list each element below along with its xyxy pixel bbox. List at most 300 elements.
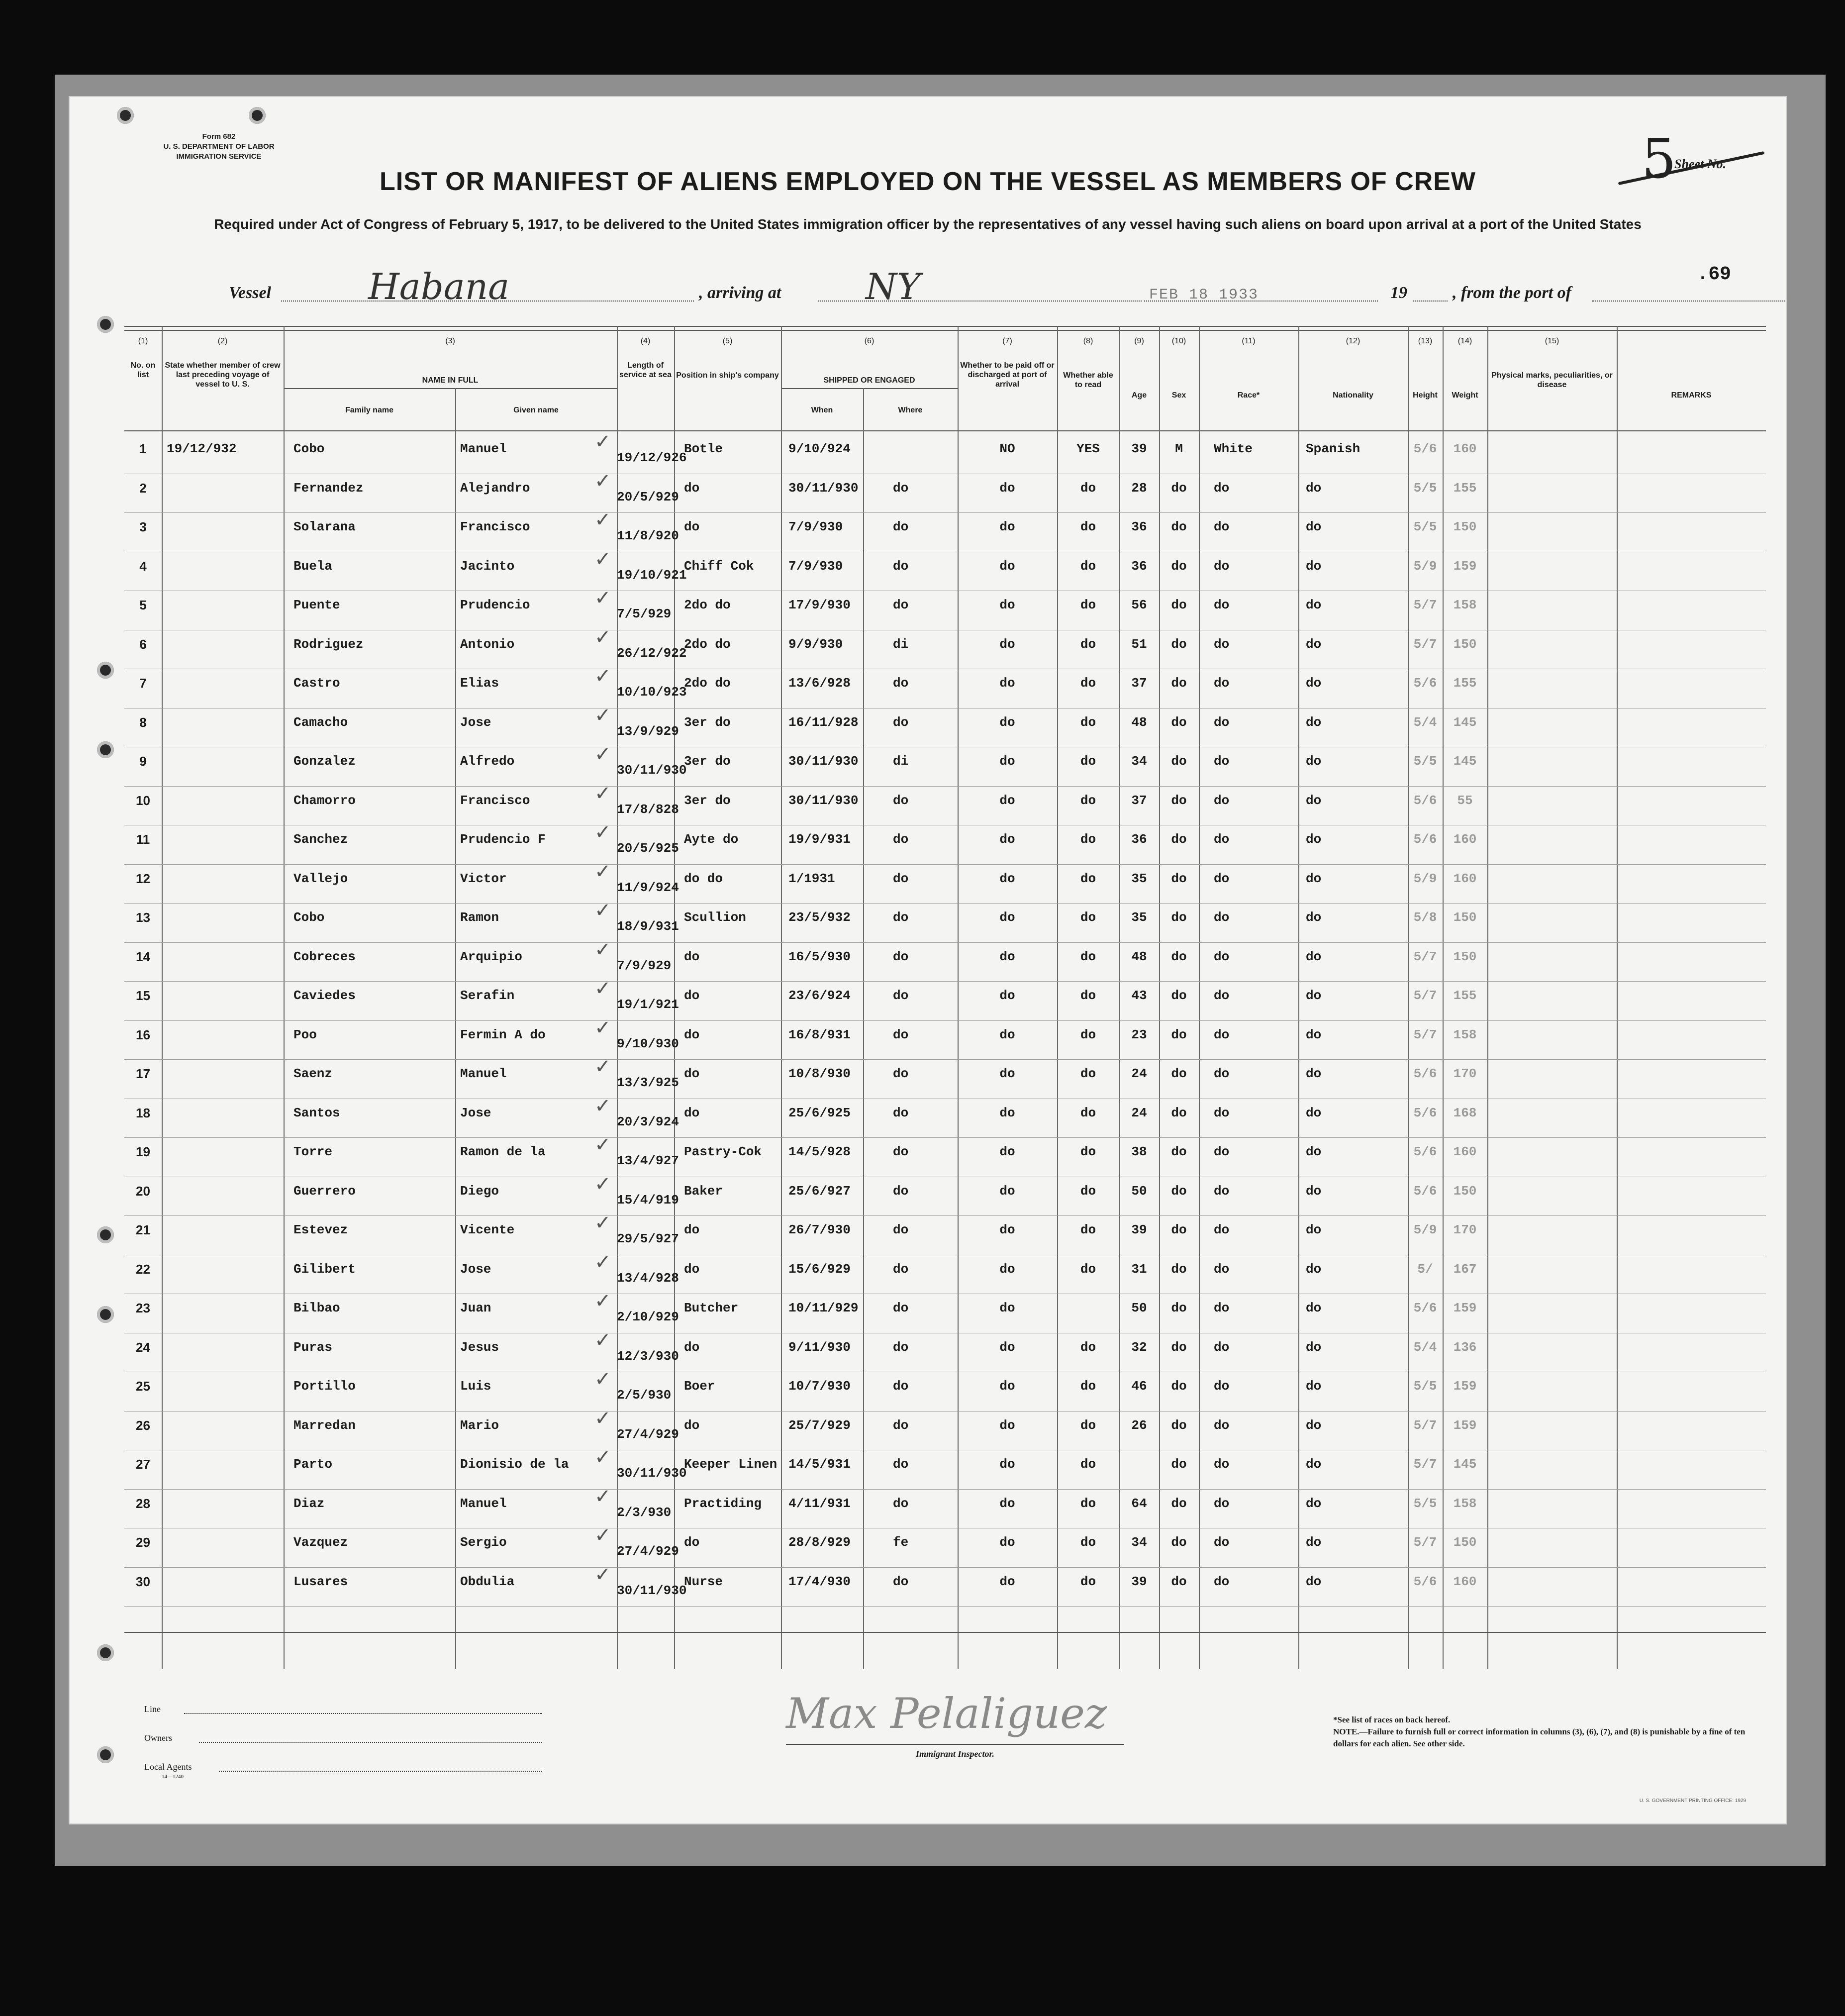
cell-age: 24 (1131, 1105, 1147, 1120)
binder-hole (117, 107, 134, 124)
column-header: Race* (1237, 391, 1260, 400)
cell-when: 7/9/930 (788, 558, 843, 574)
cell-height: 5/6 (1413, 1144, 1437, 1159)
check-mark-icon: ✓ (594, 743, 611, 766)
row-rule (124, 512, 1766, 513)
cell-race: do (1214, 519, 1230, 534)
cell-service: 11/8/920 (617, 528, 679, 543)
cell-position: Practiding (684, 1496, 762, 1511)
cell-paid: do (999, 558, 1015, 574)
column-number: (14) (1457, 337, 1472, 345)
cell-when: 10/7/930 (788, 1379, 851, 1394)
column-header: State whether member of crew last preceding voyage of vessel to U. S. (165, 361, 281, 389)
cell-sex: do (1171, 949, 1187, 964)
year-field-rule (1413, 301, 1448, 302)
cell-nationality: do (1306, 871, 1322, 886)
local-agents-label: Local Agents (144, 1762, 192, 1772)
row-rule (124, 1059, 1766, 1060)
cell-paid: do (999, 1339, 1015, 1355)
binder-hole (97, 1226, 114, 1243)
cell-sex: do (1171, 1535, 1187, 1550)
cell-family: Sanchez (293, 832, 348, 847)
line-field-rule (184, 1713, 542, 1714)
cell-no: 11 (136, 832, 150, 847)
check-mark-icon: ✓ (594, 547, 611, 571)
cell-paid: do (999, 988, 1015, 1003)
cell-race: do (1214, 1144, 1230, 1159)
cell-when: 14/5/931 (788, 1457, 851, 1472)
cell-family: Gonzalez (293, 754, 356, 769)
cell-given: Mario (460, 1417, 499, 1433)
cell-weight: 145 (1453, 1457, 1477, 1472)
cell-service: 7/9/929 (617, 958, 672, 973)
cell-weight: 145 (1453, 714, 1477, 730)
cell-paid: do (999, 1417, 1015, 1433)
cell-given: Prudencio (460, 598, 530, 612)
cell-weight: 150 (1453, 949, 1477, 964)
cell-age: 56 (1131, 598, 1147, 612)
cell-nationality: do (1306, 558, 1322, 574)
cell-no: 8 (139, 714, 147, 730)
cell-paid: do (999, 714, 1015, 730)
cell-race: do (1214, 988, 1230, 1003)
cell-paid: do (999, 636, 1015, 652)
cell-when: 17/9/930 (788, 598, 851, 612)
cell-given: Dionisio de la (460, 1457, 569, 1472)
cell-where: do (893, 1066, 909, 1081)
cell-position: 3er do (684, 793, 731, 808)
cell-race: do (1214, 1496, 1230, 1511)
cell-paid: do (999, 676, 1015, 691)
cell-no: 14 (136, 949, 150, 964)
check-mark-icon: ✓ (594, 860, 611, 883)
cell-family: Chamorro (293, 793, 356, 808)
check-mark-icon: ✓ (594, 1133, 611, 1156)
cell-weight: 159 (1453, 1379, 1477, 1394)
cell-height: 5/9 (1413, 871, 1437, 886)
cell-read: do (1080, 1144, 1096, 1159)
cell-no: 9 (139, 754, 147, 769)
cell-given: Antonio (460, 636, 515, 652)
check-mark-icon: ✓ (594, 1055, 611, 1078)
cell-weight: 167 (1453, 1261, 1477, 1277)
cell-read: do (1080, 1066, 1096, 1081)
column-number: (15) (1545, 337, 1559, 345)
cell-family: Vazquez (293, 1535, 348, 1550)
cell-given: Sergio (460, 1535, 507, 1550)
cell-family: Solarana (293, 519, 356, 534)
cell-nationality: do (1306, 1496, 1322, 1511)
cell-paid: do (999, 1535, 1015, 1550)
column-header: Nationality (1333, 391, 1373, 400)
cell-where: do (893, 519, 909, 534)
cell-given: Vicente (460, 1222, 515, 1237)
cell-no: 28 (136, 1496, 150, 1511)
cell-given: Manuel (460, 441, 507, 456)
column-header: Given name (513, 406, 559, 414)
cell-position: do (684, 949, 700, 964)
cell-read: do (1080, 1183, 1096, 1199)
column-header: Weight (1452, 391, 1478, 400)
table-top-rule (124, 330, 1766, 331)
cell-read: do (1080, 832, 1096, 847)
cell-age: 39 (1131, 1222, 1147, 1237)
cell-sex: do (1171, 871, 1187, 886)
cell-paid: do (999, 754, 1015, 769)
cell-sex: do (1171, 1574, 1187, 1589)
cell-read: do (1080, 793, 1096, 808)
cell-no: 2 (139, 480, 147, 496)
cell-position: Baker (684, 1183, 723, 1199)
table-top-rule (124, 326, 1766, 327)
cell-sex: M (1175, 441, 1183, 456)
binder-hole (97, 1746, 114, 1763)
cell-where: do (893, 1261, 909, 1277)
cell-race: do (1214, 676, 1230, 691)
cell-family: Cobo (293, 441, 325, 456)
cell-race: do (1214, 1339, 1230, 1355)
cell-given: Ramon (460, 910, 499, 925)
check-mark-icon: ✓ (594, 1211, 611, 1234)
column-number: (10) (1171, 337, 1186, 345)
cell-no: 4 (139, 558, 147, 574)
column-header: Position in ship's company (676, 371, 779, 380)
column-number: (3) (445, 337, 455, 345)
cell-family: Camacho (293, 714, 348, 730)
cell-sex: do (1171, 480, 1187, 496)
check-mark-icon: ✓ (594, 977, 611, 1000)
cell-nationality: do (1306, 1535, 1322, 1550)
cell-where: do (893, 558, 909, 574)
cell-race: do (1214, 1222, 1230, 1237)
cell-when: 30/11/930 (788, 754, 859, 769)
column-header: REMARKS (1671, 391, 1712, 400)
cell-no: 23 (136, 1301, 150, 1315)
cell-position: do (684, 1066, 700, 1081)
cell-given: Obdulia (460, 1574, 515, 1589)
cell-age: 35 (1131, 910, 1147, 925)
binder-hole (97, 662, 114, 679)
cell-service: 19/1/921 (617, 997, 679, 1012)
cell-when: 23/6/924 (788, 988, 851, 1003)
cell-no: 13 (136, 910, 150, 925)
cell-sex: do (1171, 1027, 1187, 1042)
cell-position: do (684, 1339, 700, 1355)
cell-when: 17/4/930 (788, 1574, 851, 1589)
form-number-block (144, 132, 293, 162)
vessel-label: Vessel (229, 284, 271, 302)
cell-height: 5/5 (1413, 519, 1437, 534)
check-mark-icon: ✓ (594, 1250, 611, 1274)
cell-where: di (893, 636, 909, 652)
cell-position: Pastry-Cok (684, 1144, 762, 1159)
cell-when: 9/11/930 (788, 1339, 851, 1355)
cell-read: do (1080, 1417, 1096, 1433)
cell-no: 3 (139, 519, 147, 534)
cell-race: do (1214, 1261, 1230, 1277)
cell-where: do (893, 1339, 909, 1355)
cell-race: do (1214, 480, 1230, 496)
cell-paid: do (999, 1301, 1015, 1315)
cell-sex: do (1171, 910, 1187, 925)
column-header: Whether able to read (1063, 371, 1113, 389)
cell-height: 5/7 (1413, 636, 1437, 652)
cell-weight: 160 (1453, 832, 1477, 847)
cell-no: 6 (139, 636, 147, 652)
check-mark-icon: ✓ (594, 938, 611, 961)
name-subheader-rule (284, 388, 617, 389)
cell-paid: do (999, 598, 1015, 612)
cell-height: 5/9 (1413, 558, 1437, 574)
cell-when: 25/6/925 (788, 1105, 851, 1120)
cell-read: YES (1076, 441, 1100, 456)
cell-read: do (1080, 1222, 1096, 1237)
cell-family: Cobo (293, 910, 325, 925)
cell-position: 2do do (684, 636, 731, 652)
page-subtitle: Required under Act of Congress of February 5, 1917, to be delivered to the United States immigration officer by the representatives of any vessel having such aliens on board upon arrival at a port of the United States (214, 216, 1642, 232)
cell-given: Francisco (460, 519, 530, 534)
cell-no: 22 (136, 1261, 150, 1277)
cell-read: do (1080, 949, 1096, 964)
sheet-number: 5 (1642, 127, 1676, 191)
check-mark-icon: ✓ (594, 508, 611, 531)
cell-family: Bilbao (293, 1301, 340, 1315)
check-mark-icon: ✓ (594, 1524, 611, 1547)
cell-paid: do (999, 1496, 1015, 1511)
cell-read: do (1080, 714, 1096, 730)
cell-where: do (893, 1222, 909, 1237)
cell-given: Francisco (460, 793, 530, 808)
cell-given: Manuel (460, 1066, 507, 1081)
cell-no: 26 (136, 1417, 150, 1433)
column-divider (1487, 326, 1488, 1669)
cell-weight: 150 (1453, 519, 1477, 534)
cell-where: do (893, 832, 909, 847)
cell-height: 5/7 (1413, 1027, 1437, 1042)
cell-position: do (684, 1535, 700, 1550)
cell-nationality: do (1306, 1339, 1322, 1355)
cell-race: do (1214, 1027, 1230, 1042)
cell-no: 29 (136, 1535, 150, 1550)
cell-age: 36 (1131, 832, 1147, 847)
cell-given: Luis (460, 1379, 491, 1394)
cell-nationality: do (1306, 1222, 1322, 1237)
cell-given: Serafin (460, 988, 515, 1003)
cell-race: do (1214, 1183, 1230, 1199)
cell-family: Buela (293, 558, 333, 574)
cell-when: 25/7/929 (788, 1417, 851, 1433)
cell-service: 13/4/927 (617, 1153, 679, 1168)
cell-no: 21 (136, 1222, 150, 1237)
cell-family: Guerrero (293, 1183, 356, 1199)
cell-read: do (1080, 1027, 1096, 1042)
cell-where: do (893, 1379, 909, 1394)
column-number: (7) (1002, 337, 1012, 345)
cell-paid: do (999, 519, 1015, 534)
check-mark-icon: ✓ (594, 1407, 611, 1430)
cell-paid: do (999, 1144, 1015, 1159)
cell-weight: 158 (1453, 1496, 1477, 1511)
document-number: .69 (1697, 264, 1731, 285)
cell-paid: do (999, 1066, 1015, 1081)
check-mark-icon: ✓ (594, 625, 611, 649)
cell-nationality: Spanish (1306, 441, 1360, 456)
cell-read: do (1080, 1339, 1096, 1355)
cell-race: do (1214, 636, 1230, 652)
cell-service: 20/5/925 (617, 841, 679, 856)
cell-height: 5/4 (1413, 1339, 1437, 1355)
check-mark-icon: ✓ (594, 1563, 611, 1586)
cell-service: 27/4/929 (617, 1544, 679, 1559)
cell-height: 5/7 (1413, 988, 1437, 1003)
cell-weight: 145 (1453, 754, 1477, 769)
cell-read: do (1080, 910, 1096, 925)
cell-no: 12 (136, 871, 150, 886)
cell-service: 18/9/931 (617, 919, 679, 934)
cell-weight: 136 (1453, 1339, 1477, 1355)
column-number: (6) (864, 337, 874, 345)
check-mark-icon: ✓ (594, 469, 611, 493)
column-divider (1199, 326, 1200, 1669)
cell-weight: 170 (1453, 1066, 1477, 1081)
check-mark-icon: ✓ (594, 587, 611, 609)
cell-nationality: do (1306, 1183, 1322, 1199)
cell-height: 5/6 (1413, 793, 1437, 808)
cell-prev: 19/12/932 (167, 441, 237, 456)
owners-label: Owners (144, 1733, 172, 1743)
date-stamp: FEB 18 1933 (1149, 287, 1259, 303)
cell-no: 17 (136, 1066, 150, 1081)
cell-where: do (893, 1183, 909, 1199)
row-rule (124, 1489, 1766, 1490)
cell-read: do (1080, 1457, 1096, 1472)
cell-position: do (684, 988, 700, 1003)
table-bottom-rule (124, 1632, 1766, 1633)
cell-when: 19/9/931 (788, 832, 851, 847)
cell-given: Diego (460, 1183, 499, 1199)
crew-table (124, 326, 1766, 1669)
agents-field-rule (219, 1771, 542, 1772)
cell-family: Puente (293, 598, 340, 612)
cell-age: 46 (1131, 1379, 1147, 1394)
cell-nationality: do (1306, 636, 1322, 652)
cell-given: Manuel (460, 1496, 507, 1511)
cell-race: do (1214, 1301, 1230, 1315)
cell-height: 5/8 (1413, 910, 1437, 925)
cell-where: do (893, 871, 909, 886)
cell-nationality: do (1306, 832, 1322, 847)
inspector-label: Immigrant Inspector. (915, 1749, 995, 1759)
row-rule (124, 1137, 1766, 1138)
cell-weight: 155 (1453, 480, 1477, 496)
column-header: When (811, 406, 833, 414)
cell-age: 39 (1131, 441, 1147, 456)
cell-height: 5/7 (1413, 949, 1437, 964)
cell-race: do (1214, 1574, 1230, 1589)
cell-position: Butcher (684, 1301, 739, 1315)
from-port-label: , from the port of (1453, 284, 1571, 302)
cell-nationality: do (1306, 1301, 1322, 1315)
cell-sex: do (1171, 598, 1187, 612)
column-number: (4) (640, 337, 651, 345)
cell-age: 50 (1131, 1301, 1147, 1315)
cell-when: 30/11/930 (788, 793, 859, 808)
cell-height: 5/7 (1413, 1535, 1437, 1550)
cell-service: 30/11/930 (617, 1466, 687, 1481)
check-mark-icon: ✓ (594, 1446, 611, 1469)
check-mark-icon: ✓ (594, 1368, 611, 1391)
cell-sex: do (1171, 1144, 1187, 1159)
check-mark-icon: ✓ (594, 1485, 611, 1508)
column-divider (455, 388, 456, 1669)
cell-nationality: do (1306, 1457, 1322, 1472)
cell-paid: do (999, 910, 1015, 925)
cell-family: Estevez (293, 1222, 348, 1237)
cell-paid: do (999, 871, 1015, 886)
cell-height: 5/6 (1413, 832, 1437, 847)
row-rule (124, 942, 1766, 943)
column-header: Length of service at sea (619, 361, 672, 379)
cell-when: 10/11/929 (788, 1301, 859, 1315)
cell-position: do (684, 1417, 700, 1433)
binder-hole (97, 1644, 114, 1661)
cell-sex: do (1171, 754, 1187, 769)
cell-sex: do (1171, 1339, 1187, 1355)
shipped-subheader-rule (781, 388, 958, 389)
cell-race: do (1214, 598, 1230, 612)
cell-age: 64 (1131, 1496, 1147, 1511)
cell-family: Marredan (293, 1417, 356, 1433)
cell-height: 5/4 (1413, 714, 1437, 730)
cell-sex: do (1171, 558, 1187, 574)
check-mark-icon: ✓ (594, 1328, 611, 1352)
cell-nationality: do (1306, 754, 1322, 769)
cell-where: di (893, 754, 909, 769)
cell-paid: do (999, 949, 1015, 964)
agents-code: 14—1240 (162, 1774, 184, 1780)
cell-height: 5/6 (1413, 1066, 1437, 1081)
cell-height: 5/6 (1413, 676, 1437, 691)
column-header: Sex (1171, 391, 1186, 400)
row-rule (124, 981, 1766, 982)
cell-age: 51 (1131, 636, 1147, 652)
cell-race: do (1214, 949, 1230, 964)
cell-position: 3er do (684, 754, 731, 769)
cell-no: 18 (136, 1105, 150, 1120)
column-number: (8) (1083, 337, 1093, 345)
cell-where: do (893, 480, 909, 496)
cell-service: 13/3/925 (617, 1075, 679, 1090)
cell-no: 7 (139, 676, 147, 691)
cell-position: do (684, 480, 700, 496)
cell-position: 2do do (684, 676, 731, 691)
cell-sex: do (1171, 988, 1187, 1003)
cell-family: Torre (293, 1144, 333, 1159)
cell-height: 5/6 (1413, 441, 1437, 456)
check-mark-icon: ✓ (594, 665, 611, 688)
cell-where: do (893, 1496, 909, 1511)
cell-race: do (1214, 1535, 1230, 1550)
cell-race: do (1214, 558, 1230, 574)
cell-age: 28 (1131, 480, 1147, 496)
printer-imprint: U. S. GOVERNMENT PRINTING OFFICE: 1929 (1639, 1798, 1746, 1804)
cell-nationality: do (1306, 1066, 1322, 1081)
cell-nationality: do (1306, 1144, 1322, 1159)
cell-family: Portillo (293, 1379, 356, 1394)
cell-family: Parto (293, 1457, 333, 1472)
cell-read: do (1080, 519, 1096, 534)
cell-height: 5/5 (1413, 754, 1437, 769)
